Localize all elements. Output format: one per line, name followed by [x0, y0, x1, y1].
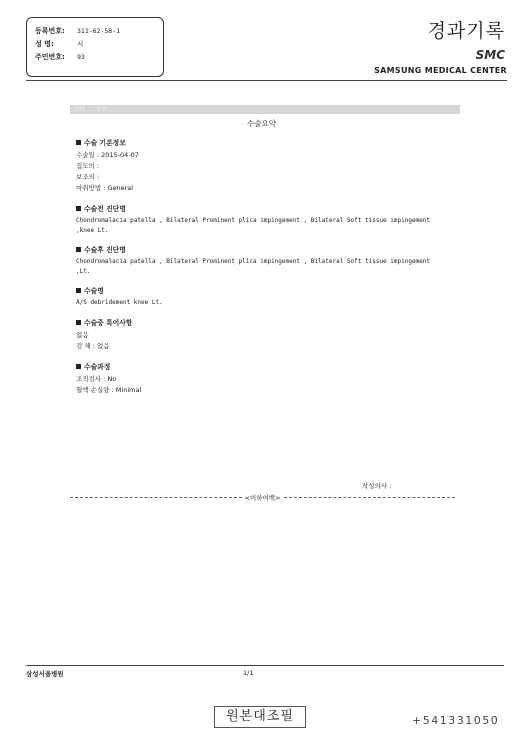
intraop-notes-value: 없음: [76, 331, 89, 339]
registration-label: 등록번호:: [35, 27, 65, 35]
section-heading: 수술중 특이사항: [76, 317, 456, 327]
footer-hospital-name: 삼성서울병원: [26, 670, 64, 678]
post-op-diagnosis-text: Chondromalacia patella , Bilateral Prominent plica impingement , Bilateral Soft tissue impingement ,Lt.: [76, 258, 431, 275]
page-number: 1/1: [243, 669, 254, 677]
footer-divider: [26, 665, 504, 666]
end-marker: <이하여백>: [244, 494, 281, 502]
square-bullet-icon: [76, 247, 81, 252]
section-heading: 수술명: [76, 285, 456, 295]
author-label: 작성의사 :: [362, 482, 392, 490]
patient-name: 서: [77, 40, 84, 48]
resident-id: 93: [77, 53, 85, 61]
section-surgery-process: [76, 361, 456, 396]
section-heading: 수술과정: [76, 361, 456, 371]
surgeon: 집도의 :: [76, 162, 100, 170]
name-row: [35, 38, 163, 51]
page-title: 경과기록: [427, 20, 505, 42]
resident-id-label: 주민번호:: [35, 53, 65, 61]
square-bullet-icon: [76, 320, 81, 325]
section-heading: 수술 기본정보: [76, 137, 456, 147]
banner-text: 201 ... 임상 ...: [74, 106, 115, 113]
anesthesia-method: 마취방법 : General: [76, 184, 134, 192]
assistant: 보조의 :: [76, 173, 100, 181]
footer-specks: · · · ·: [380, 671, 448, 677]
smc-logo: SMC: [475, 48, 505, 62]
section-basic-info: [76, 137, 456, 194]
surgery-summary-content: [76, 137, 456, 396]
section-heading: 수술전 진단명: [76, 203, 456, 213]
resident-id-row: [35, 51, 163, 64]
gray-banner: [70, 105, 460, 114]
name-label: 성 명:: [35, 40, 54, 48]
procedure-name-text: A/S debridement knee Lt.: [76, 299, 163, 306]
registration-row: [35, 25, 163, 38]
header-divider: [26, 80, 507, 81]
square-bullet-icon: [76, 206, 81, 211]
section-pre-op-diagnosis: [76, 203, 456, 236]
end-of-record-line: [70, 493, 455, 502]
section-procedure-name: [76, 285, 456, 308]
document-title: 수술요약: [247, 119, 276, 128]
pre-op-diagnosis-text: Chondromalacia patella , Bilateral Prominent plica impingement , Bilateral Soft tissue impingement ,knee Lt.: [76, 217, 431, 234]
dashed-line: [284, 497, 456, 498]
section-heading: 수술후 진단명: [76, 244, 456, 254]
registration-number: 311-62-58-1: [77, 27, 121, 35]
section-post-op-diagnosis: [76, 244, 456, 277]
dashed-line: [70, 497, 242, 498]
original-verified-stamp: 원본대조필: [214, 706, 306, 728]
section-intraop-notes: [76, 317, 456, 352]
document-number: +541331050: [412, 714, 500, 727]
blood-loss: 혈액 손실량 : Minimal: [76, 386, 142, 394]
square-bullet-icon: [76, 364, 81, 369]
specimen: 검 체 : 없음: [76, 342, 110, 350]
biopsy: 조직검사 : No: [76, 375, 117, 383]
hospital-center-name: SAMSUNG MEDICAL CENTER: [374, 66, 507, 75]
surgery-date: 수술일 : 2015-04-07: [76, 151, 139, 159]
square-bullet-icon: [76, 288, 81, 293]
patient-info-box: [26, 17, 164, 77]
square-bullet-icon: [76, 140, 81, 145]
